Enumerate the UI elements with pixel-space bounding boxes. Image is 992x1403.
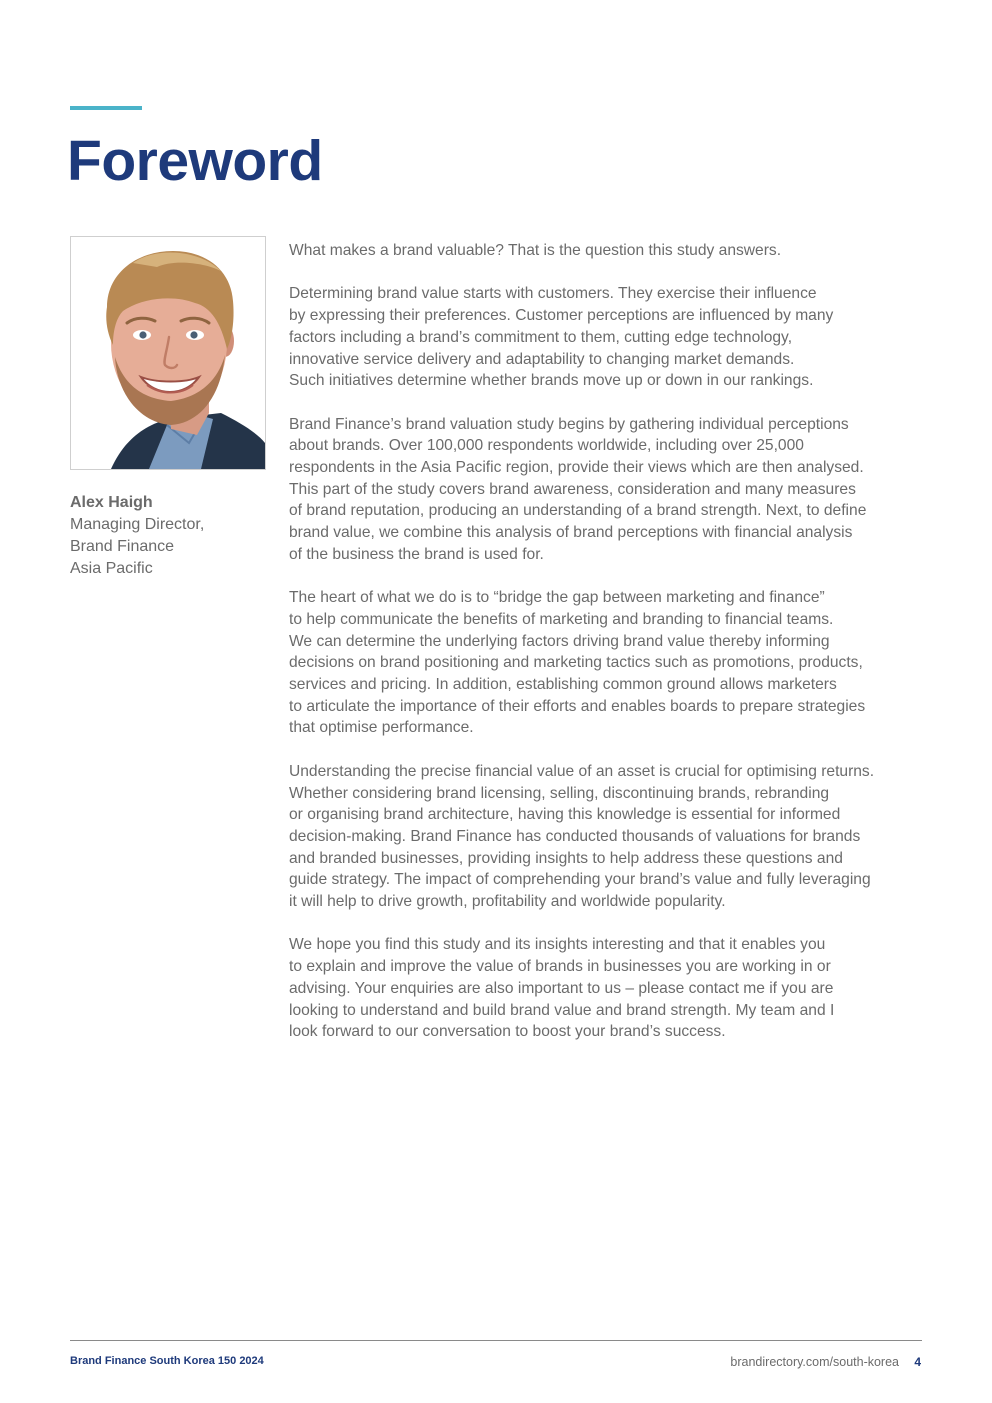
title-accent-rule bbox=[70, 106, 142, 110]
foreword-body bbox=[289, 240, 929, 1065]
paragraph-line: respondents in the Asia Pacific region, provide their views which are then analysed. bbox=[289, 459, 864, 476]
author-role-line: Asia Pacific bbox=[70, 560, 153, 577]
body-paragraph bbox=[289, 934, 929, 1043]
paragraph-line: decision-making. Brand Finance has conducted thousands of valuations for brands bbox=[289, 827, 861, 845]
paragraph-line: and branded businesses, providing insights to help address these questions and bbox=[289, 849, 843, 867]
paragraph-line: by expressing their preferences. Customer perceptions are influenced by many bbox=[289, 307, 834, 325]
paragraph-line: The heart of what we do is to “bridge the gap between marketing and finance” bbox=[289, 589, 825, 607]
paragraph-line: Brand Finance’s brand valuation study begins by gathering individual perceptions bbox=[289, 415, 849, 433]
paragraph-line: to help communicate the benefits of marketing and branding to financial teams. bbox=[289, 610, 834, 628]
paragraph-line: about brands. Over 100,000 respondents worldwide, including over 25,000 bbox=[289, 437, 804, 455]
paragraph-line: that optimise performance. bbox=[289, 719, 474, 737]
paragraph-line: Determining brand value starts with customers. They exercise their influence bbox=[289, 285, 817, 303]
footer-divider bbox=[70, 1340, 922, 1341]
body-paragraph bbox=[289, 240, 929, 262]
paragraph-line: of brand reputation, producing an understanding of a brand strength. Next, to define bbox=[289, 502, 867, 520]
paragraph-line: brand value, we combine this analysis of brand perceptions with financial analysis bbox=[289, 524, 853, 542]
body-paragraph bbox=[289, 414, 929, 566]
author-portrait bbox=[70, 236, 266, 470]
paragraph-line: factors including a brand’s commitment to them, cutting edge technology, bbox=[289, 328, 793, 346]
paragraph-line: decisions on brand positioning and marketing tactics such as promotions, products, bbox=[289, 654, 863, 672]
paragraph-line: or organising brand architecture, having this knowledge is essential for informed bbox=[289, 806, 841, 824]
paragraph-line: look forward to our conversation to boost your brand’s success. bbox=[289, 1023, 726, 1041]
footer-url-link[interactable]: brandirectory.com/south-korea bbox=[730, 1355, 899, 1369]
paragraph-line: services and pricing. In addition, establishing common ground allows marketers bbox=[289, 676, 837, 694]
paragraph-line: What makes a brand valuable? That is the question this study answers. bbox=[289, 242, 782, 259]
author-block bbox=[70, 492, 270, 580]
paragraph-line: We can determine the underlying factors driving brand value thereby informing bbox=[289, 632, 830, 650]
paragraph-line: to articulate the importance of their efforts and enables boards to prepare strategies bbox=[289, 697, 866, 715]
paragraph-line: Understanding the precise financial value of an asset is crucial for optimising returns. bbox=[289, 762, 875, 780]
footer-publication-title: Brand Finance South Korea 150 2024 bbox=[70, 1355, 264, 1367]
paragraph-line: guide strategy. The impact of comprehending your brand’s value and fully leveraging bbox=[289, 871, 871, 889]
paragraph-line: advising. Your enquiries are also important to us – please contact me if you are bbox=[289, 979, 834, 997]
author-role-line: Brand Finance bbox=[70, 538, 175, 555]
body-paragraph bbox=[289, 587, 929, 739]
body-paragraph bbox=[289, 761, 929, 913]
paragraph-line: innovative service delivery and adaptability to changing market demands. bbox=[289, 350, 795, 368]
page-title: Foreword bbox=[67, 129, 323, 193]
page-number: 4 bbox=[914, 1355, 921, 1369]
paragraph-line: to explain and improve the value of brands in businesses you are working in or bbox=[289, 958, 831, 976]
paragraph-line: it will help to drive growth, profitability and worldwide popularity. bbox=[289, 893, 726, 911]
paragraph-line: of the business the brand is used for. bbox=[289, 545, 544, 563]
paragraph-line: We hope you find this study and its insights interesting and that it enables you bbox=[289, 936, 826, 954]
body-paragraph bbox=[289, 283, 929, 392]
paragraph-line: Whether considering brand licensing, selling, discontinuing brands, rebranding bbox=[289, 784, 830, 802]
paragraph-line: Such initiatives determine whether brands move up or down in our rankings. bbox=[289, 372, 814, 390]
author-role-line: Managing Director, bbox=[70, 516, 205, 533]
paragraph-line: This part of the study covers brand awareness, consideration and many measures bbox=[289, 480, 856, 498]
paragraph-line: looking to understand and build brand value and brand strength. My team and I bbox=[289, 1001, 835, 1019]
author-name: Alex Haigh bbox=[70, 494, 153, 511]
